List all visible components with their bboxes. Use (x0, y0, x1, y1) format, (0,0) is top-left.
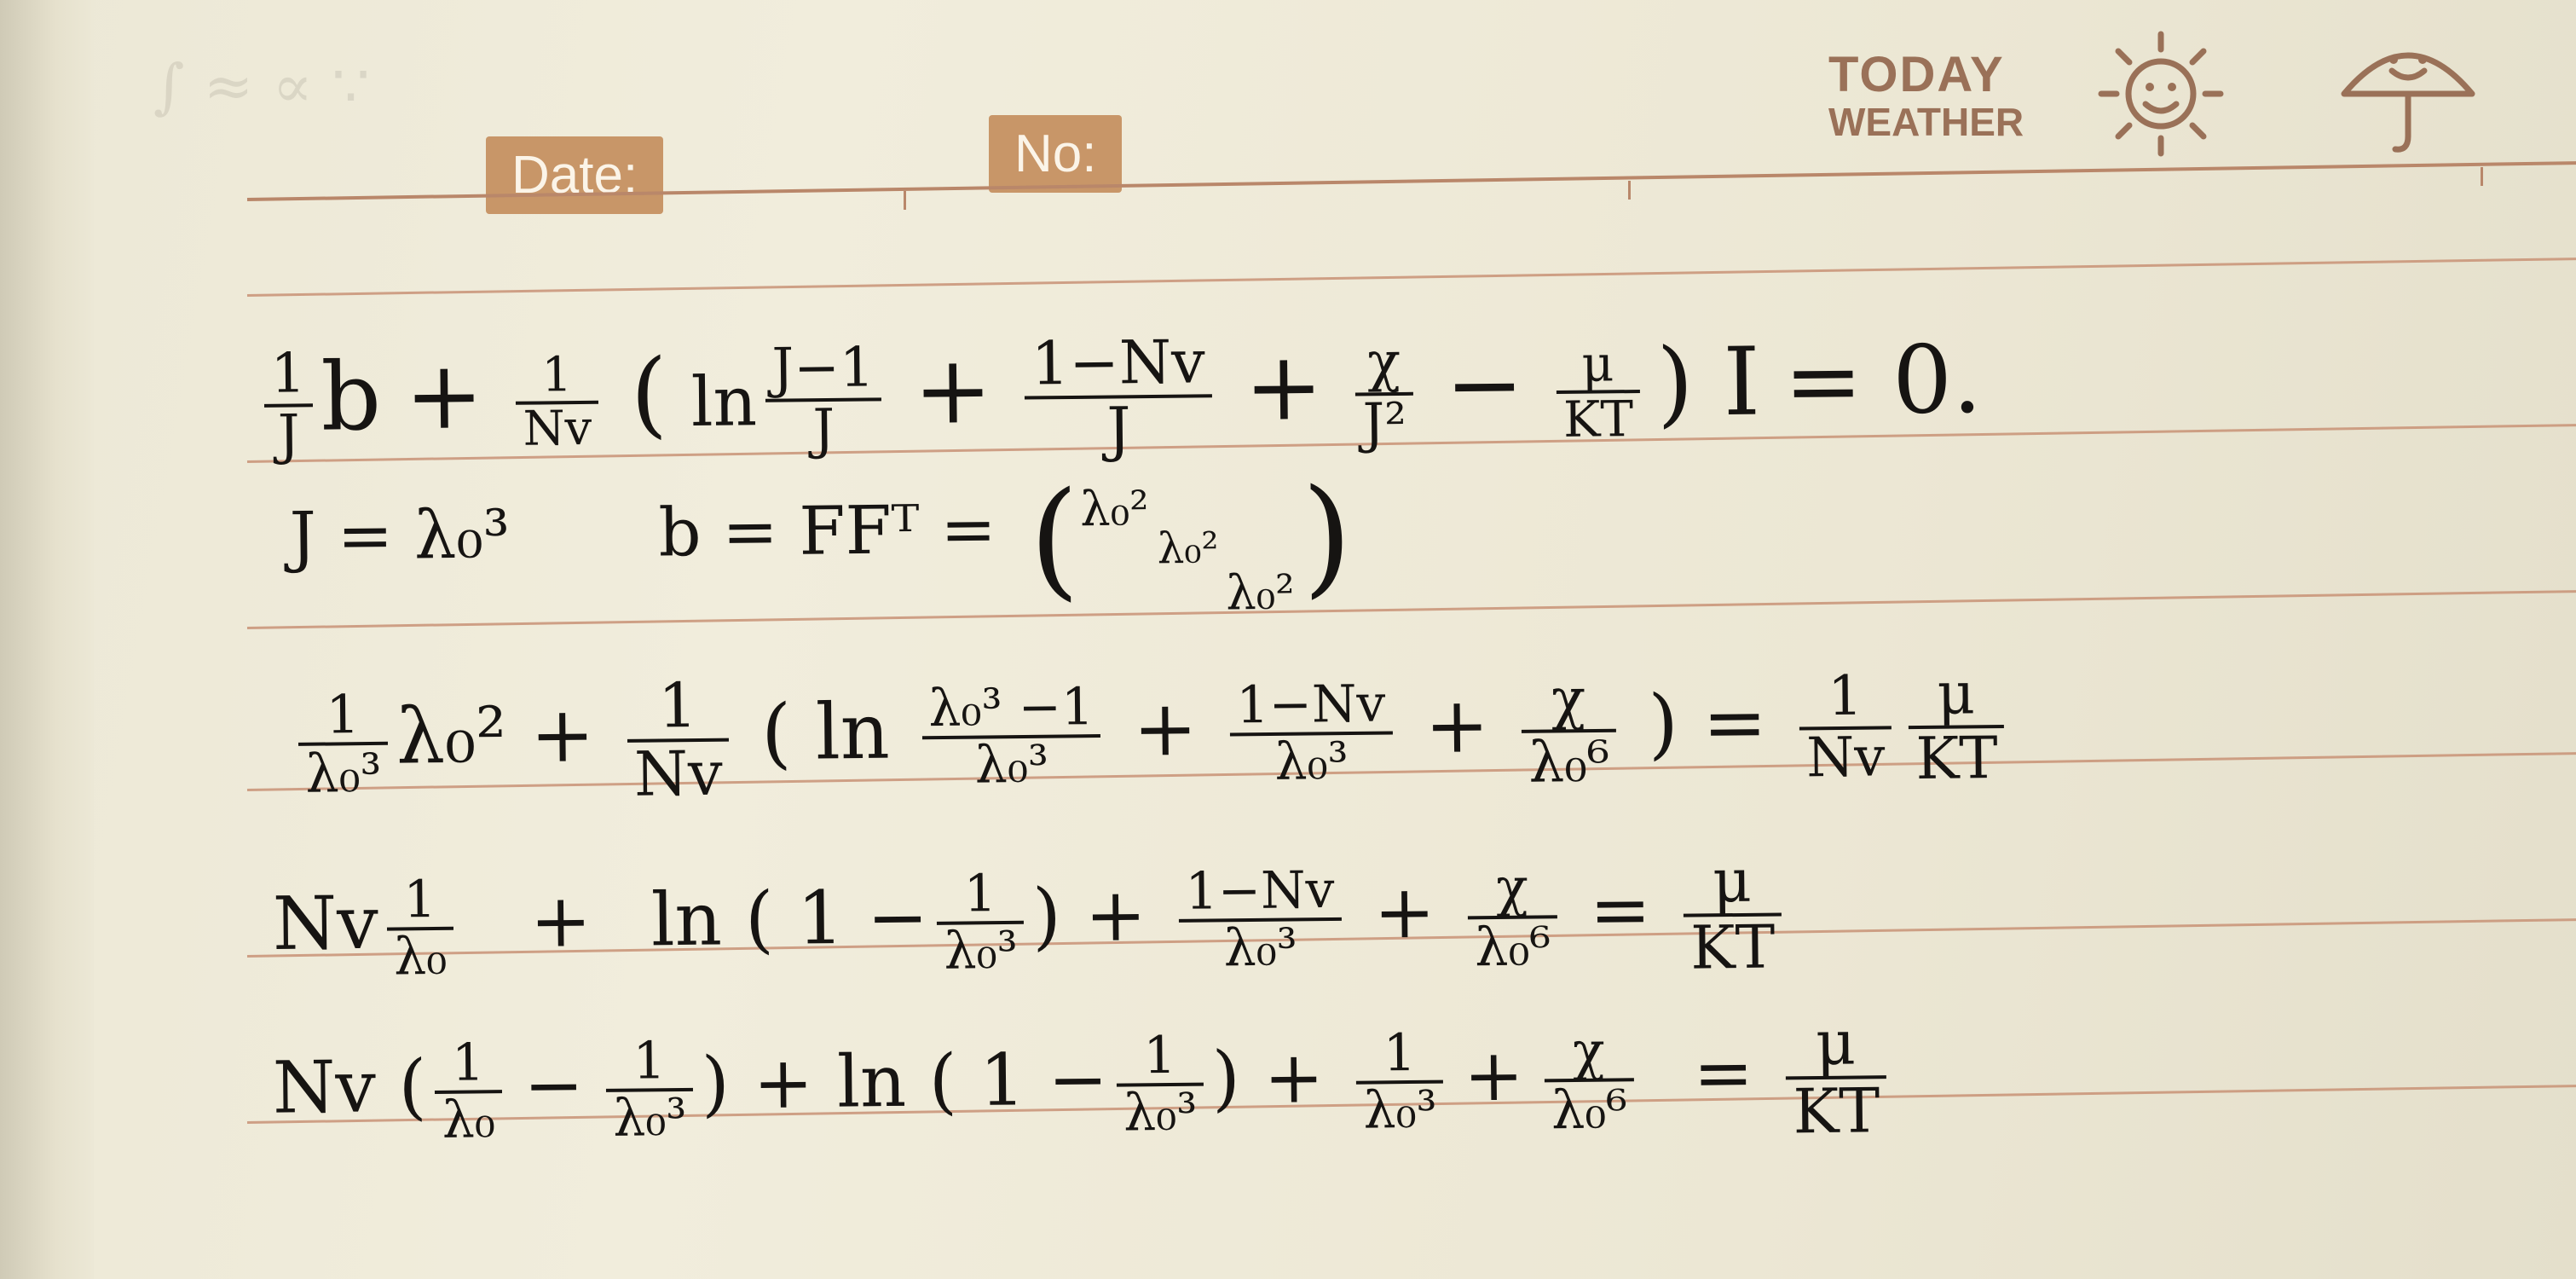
denominator: J (277, 402, 300, 467)
denominator: J² (1362, 391, 1407, 455)
math-function: ln ( 1 − (836, 1037, 1109, 1124)
numerator: 1 (605, 1033, 693, 1091)
math-function: ln ( 1 − (650, 874, 929, 964)
weather-block (1828, 49, 2024, 142)
b-definition: b = FFᵀ = (658, 491, 997, 572)
equation-5 (272, 1006, 1895, 1160)
operator: + (1463, 1033, 1525, 1117)
header-tick (1628, 181, 1631, 200)
fraction (1355, 331, 1414, 455)
operator: + (1373, 869, 1436, 956)
matrix-entry: λ₀² (1225, 564, 1295, 622)
denominator: λ₀³ (1223, 917, 1298, 978)
numerator: 1 (1116, 1028, 1204, 1086)
coefficient: Nv ( (272, 1044, 427, 1130)
j-definition: J = λ₀³ (289, 496, 511, 576)
fraction (1467, 855, 1557, 978)
paren: ) (1031, 873, 1062, 959)
numerator: 1−Nv (1229, 677, 1393, 736)
operator: + (1244, 332, 1324, 443)
equals: = (1693, 1030, 1754, 1115)
paren: ) (701, 1040, 731, 1126)
numerator: J−1 (765, 340, 881, 402)
fraction (1799, 665, 1892, 790)
page-edge-shadow (0, 0, 94, 1279)
header-tick (904, 191, 906, 210)
numerator: χ (1355, 334, 1413, 396)
denominator: J (1106, 393, 1131, 465)
fraction (1683, 845, 1782, 983)
operator: + (1084, 872, 1147, 959)
numerator: χ (1544, 1022, 1634, 1082)
equation-4 (272, 845, 1790, 994)
denominator: λ₀³ (612, 1087, 687, 1149)
operator: − (523, 1042, 585, 1127)
operator: + (1263, 1034, 1325, 1120)
weather-today: TODAY (1828, 47, 2005, 102)
coefficient: Nv (272, 880, 379, 967)
fraction (1785, 1006, 1886, 1147)
fraction (627, 668, 730, 810)
matrix-entry: λ₀² (1079, 481, 1149, 538)
operator: + (1132, 683, 1198, 774)
fraction (297, 682, 388, 805)
denominator: λ₀ (393, 926, 448, 987)
fraction (605, 1030, 693, 1149)
numerator: χ (1521, 669, 1616, 732)
denominator: λ₀⁶ (1528, 728, 1610, 796)
diagonal-matrix (1028, 461, 1353, 622)
fraction (1544, 1019, 1634, 1141)
ruled-line (247, 258, 2576, 297)
paren: ) I (1655, 327, 1761, 438)
operator: + (753, 1039, 814, 1125)
math-variable: b (320, 341, 382, 452)
fraction (1355, 1022, 1443, 1141)
fraction (1521, 666, 1616, 796)
numerator: 1 (435, 1036, 502, 1094)
paren: ( (630, 339, 668, 449)
fraction (263, 342, 313, 467)
denominator: KT (1915, 724, 1999, 793)
equation-2 (289, 461, 1353, 627)
no-badge (989, 115, 1122, 193)
numerator: 1 (386, 872, 453, 930)
operator: + (529, 878, 592, 964)
denominator: J (812, 397, 835, 461)
fraction (1024, 327, 1213, 465)
paren: ( ln (760, 686, 891, 778)
equation-3 (289, 660, 2013, 810)
denominator: KT (1793, 1074, 1880, 1147)
denominator: λ₀³ (1123, 1082, 1198, 1143)
numerator: λ₀³ −1 (921, 680, 1100, 739)
equals: ) = (1648, 677, 1768, 769)
numerator: μ (1908, 663, 2004, 729)
numerator: χ (1467, 859, 1557, 919)
operator: − (1444, 329, 1525, 440)
denominator: λ₀³ (1274, 731, 1349, 792)
operator: + (913, 335, 993, 446)
numerator: 1 (297, 686, 388, 745)
numerator: 1 (627, 674, 730, 743)
fraction (921, 676, 1101, 796)
numerator: μ (1556, 338, 1640, 394)
operator: + (404, 340, 484, 451)
weather-label: WEATHER (1828, 99, 2024, 144)
denominator: λ₀³ (944, 920, 1019, 981)
fraction (1908, 660, 2005, 793)
operator: + (1424, 680, 1490, 772)
date-label: Date: (511, 146, 638, 205)
denominator: λ₀ (442, 1089, 496, 1150)
bleed-through-marks: ∫ ≈ ∝ ∵ (153, 51, 370, 121)
denominator: λ₀⁶ (1474, 914, 1551, 978)
paren: ) (1301, 461, 1353, 611)
numerator: μ (1785, 1010, 1886, 1079)
denominator: λ₀³ (1363, 1079, 1437, 1141)
fraction (386, 869, 453, 987)
denominator: Nv (1805, 725, 1886, 790)
numerator: 1−Nv (1024, 331, 1212, 399)
numerator: 1 (263, 346, 312, 408)
fraction (937, 863, 1025, 981)
fraction (1116, 1025, 1204, 1143)
fraction (435, 1032, 502, 1150)
fraction (516, 346, 599, 457)
fraction (1229, 674, 1393, 792)
matrix-entry: λ₀² (1157, 523, 1219, 574)
fraction (1178, 859, 1342, 978)
numerator: 1 (1355, 1026, 1443, 1084)
numerator: 1 (1799, 668, 1892, 730)
equation-1 (255, 323, 2007, 470)
equals-rhs: = 0. (1783, 325, 1983, 437)
equals: = (1589, 867, 1652, 953)
math-variable: λ₀² (396, 691, 507, 782)
numerator: 1−Nv (1178, 863, 1342, 922)
denominator: λ₀³ (304, 741, 382, 805)
paren: ) (1211, 1035, 1241, 1120)
denominator: λ₀³ (974, 734, 1049, 796)
header-tick (2481, 167, 2483, 186)
no-label: No: (1014, 124, 1097, 183)
sun-icon (2093, 26, 2229, 162)
math-function: ln (690, 362, 758, 443)
denominator: KT (1562, 389, 1634, 449)
denominator: λ₀⁶ (1551, 1077, 1628, 1141)
paren: ( (1028, 465, 1081, 614)
date-badge (486, 136, 663, 214)
numerator: μ (1683, 849, 1782, 917)
numerator: 1 (937, 866, 1025, 924)
operator: + (529, 690, 596, 780)
umbrella-icon (2336, 21, 2481, 158)
numerator: 1 (516, 350, 598, 404)
fraction (765, 336, 881, 461)
denominator: KT (1689, 912, 1776, 983)
denominator: Nv (633, 737, 724, 810)
denominator: Nv (523, 400, 592, 457)
fraction (1556, 333, 1640, 449)
